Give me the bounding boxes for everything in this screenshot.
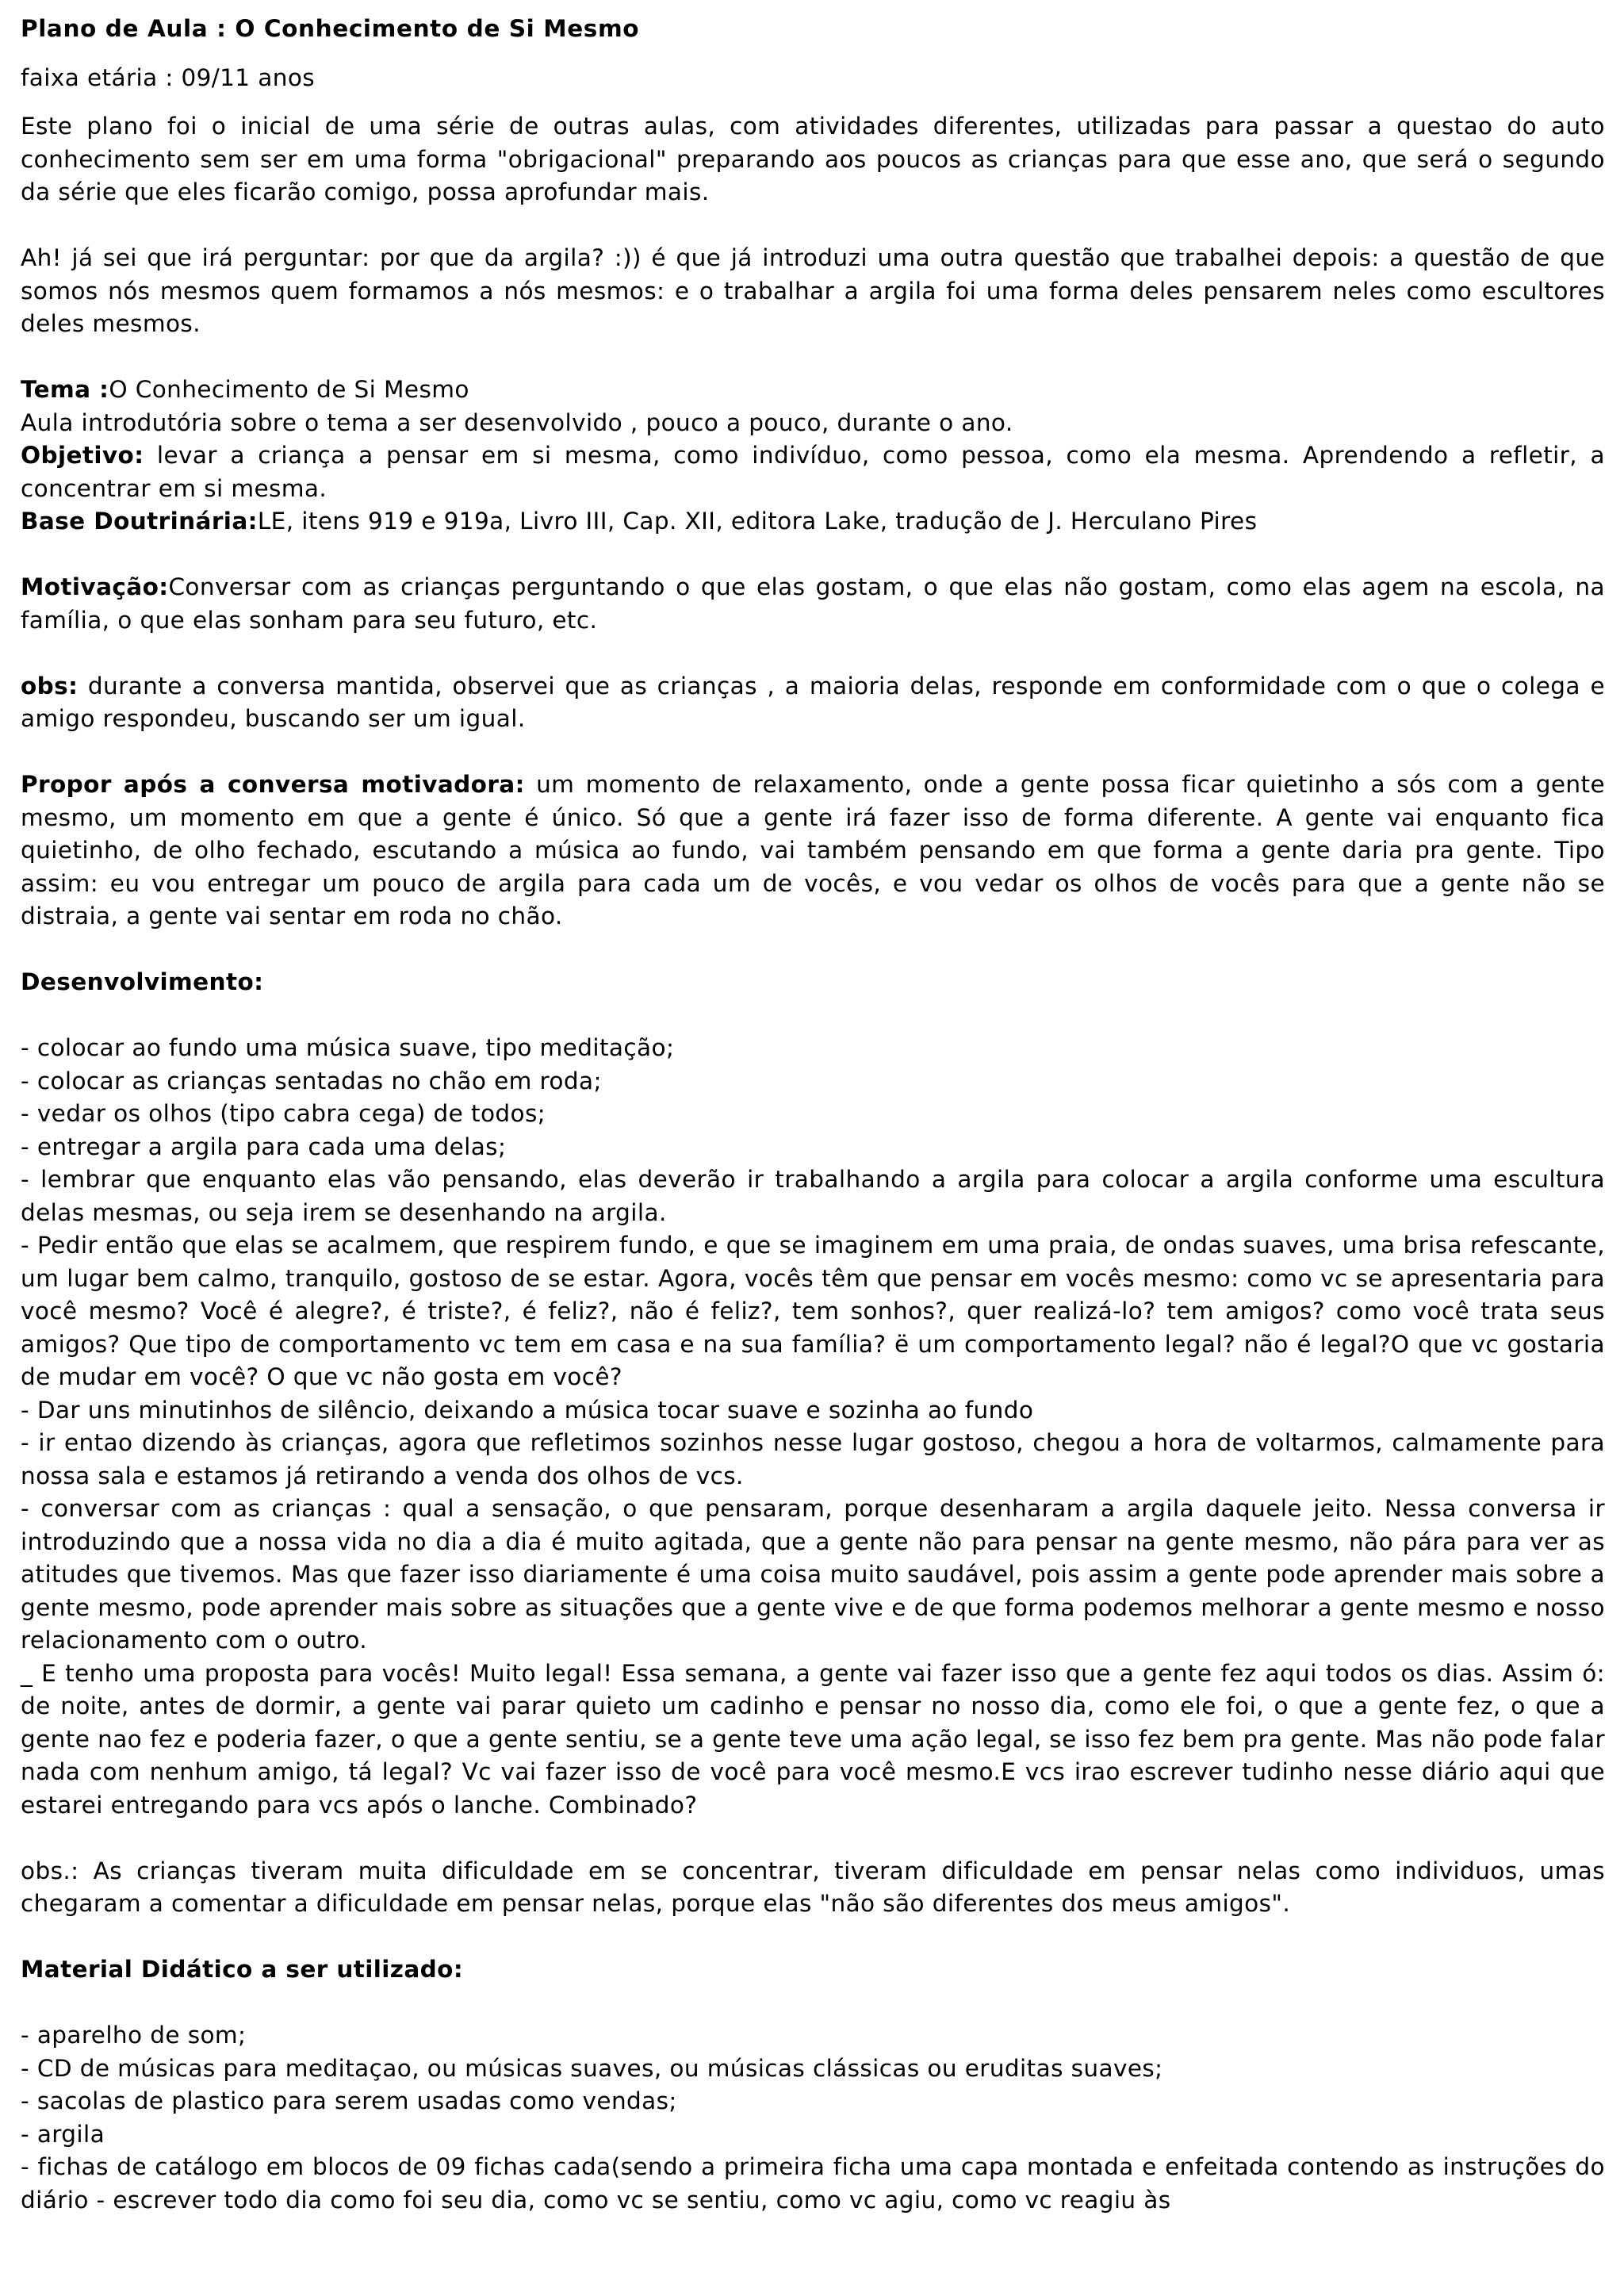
motivacao-label: Motivação: [21, 573, 169, 600]
tema-line [21, 374, 1605, 407]
material-heading [21, 1953, 1605, 1987]
list-item: - colocar ao fundo uma música suave, tipo meditação; [21, 1034, 675, 1061]
motivacao-paragraph [21, 571, 1605, 637]
obs-paragraph [21, 670, 1605, 736]
intro-paragraph: Este plano foi o inicial de uma série de outras aulas, com atividades diferentes, utilizadas para passar a questao do auto conhecimento sem ser em uma forma "obrigacional" preparando aos poucos as crianças para que esse ano, que será o segundo da série que eles ficarão comigo, possa aprofundar mais. [21, 113, 1605, 205]
objetivo-line [21, 439, 1605, 505]
list-item: - conversar com as crianças : qual a sensação, o que pensaram, porque desenharam a argila daquele jeito. Nessa conversa ir introduzindo que a nossa vida no dia a dia é muito agitada, que a gente não para pensar na gente mesmo, não pára para ver as atitudes que tivemos. Mas que fazer isso diariamente é uma coisa muito saudável, pois assim a gente pode aprender mais sobre a gente mesmo, pode aprender mais sobre as situações que a gente vive e de que forma podemos melhorar a gente mesmo e nosso relacionamento com o outro. [21, 1495, 1605, 1654]
desenvolvimento-heading-text: Desenvolvimento: [21, 968, 264, 995]
clay-note-paragraph: Ah! já sei que irá perguntar: por que da argila? :)) é que já introduzi uma outra questão que trabalhei depois: a questão de que somos nós mesmos quem formamos a nós mesmos: e o trabalhar a argila foi uma forma deles pensarem neles como escultores deles mesmos. [21, 244, 1605, 337]
list-item: - CD de músicas para meditaçao, ou músicas suaves, ou músicas clássicas ou eruditas suaves; [21, 2054, 1163, 2082]
propor-value: um momento de relaxamento, onde a gente possa ficar quietinho a sós com a gente mesmo, um momento em que a gente é único. Só que a gente irá fazer isso de forma diferente. A gente vai enquanto fica quietinho, de olho fechado, escutando a música ao fundo, vai também pensando em que forma a gente daria pra gente. Tipo assim: eu vou entregar um pouco de argila para cada um de vocês, e vou vedar os olhos de vocês para que a gente não se distraia, a gente vai sentar em roda no chão. [21, 771, 1605, 930]
list-item: _ E tenho uma proposta para vocês! Muito legal! Essa semana, a gente vai fazer isso que a gente fez aqui todos os dias. Assim ó: de noite, antes de dormir, a gente vai parar quieto um cadinho e pensar no nosso dia, como ele foi, o que a gente fez, o que a gente nao fez e poderia fazer, o que a gente sentiu, se a gente teve uma ação legal, se isso fez bem pra gente. Mas não pode falar nada com nenhum amigo, tá legal? Vc vai fazer isso de você para você mesmo.E vcs irao escrever tudinho nesse diário aqui que estarei entregando para vcs após o lanche. Combinado? [21, 1659, 1605, 1819]
list-item: - fichas de catálogo em blocos de 09 fichas cada(sendo a primeira ficha uma capa montada e enfeitada contendo as instruções do diário - escrever todo dia como foi seu dia, como vc se sentiu, como vc agiu, como vc reagiu às [21, 2153, 1605, 2214]
list-item: - lembrar que enquanto elas vão pensando, elas deverão ir trabalhando a argila para colocar a argila conforme uma escultura delas mesmas, ou seja irem se desenhando na argila. [21, 1166, 1605, 1226]
obs-final-paragraph: obs.: As crianças tiveram muita dificuldade em se concentrar, tiveram dificuldade em pensar nelas como individuos, umas chegaram a comentar a dificuldade em pensar nelas, porque elas "não são diferentes dos meus amigos". [21, 1857, 1605, 1917]
list-item: - aparelho de som; [21, 2022, 247, 2049]
obs-value: durante a conversa mantida, observei que as crianças , a maioria delas, responde em conformidade com o que o colega e amigo respondeu, buscando ser um igual. [21, 672, 1605, 732]
list-item: - colocar as crianças sentadas no chão em roda; [21, 1067, 602, 1094]
list-item: - argila [21, 2120, 105, 2148]
propor-paragraph [21, 769, 1605, 933]
desenvolvimento-heading [21, 966, 1605, 999]
list-item: - Dar uns minutinhos de silêncio, deixando a música tocar suave e sozinha ao fundo [21, 1396, 1034, 1424]
list-item: - Pedir então que elas se acalmem, que respirem fundo, e que se imaginem em uma praia, de ondas suaves, uma brisa refescante, um lugar bem calmo, tranquilo, gostoso de se estar. Agora, vocês têm que pensar em vocês mesmo: como vc se apresentaria para você mesmo? Você é alegre?, é triste?, é feliz?, não é feliz?, tem sonhos?, quer realizá-lo? tem amigos? como você trata seus amigos? Que tipo de comportamento vc tem em casa e na sua família? ë um comportamento legal? não é legal?O que vc gostaria de mudar em você? O que vc não gosta em você? [21, 1232, 1605, 1390]
objetivo-label: Objetivo: [21, 442, 144, 469]
document-title: Plano de Aula : O Conhecimento de Si Mesmo [21, 15, 640, 42]
list-item: - sacolas de plastico para serem usadas como vendas; [21, 2087, 677, 2114]
list-item: - ir entao dizendo às crianças, agora que refletimos sozinhos nesse lugar gostoso, chegou a hora de voltarmos, calmamente para nossa sala e estamos já retirando a venda dos olhos de vcs. [21, 1429, 1605, 1489]
base-line [21, 505, 1605, 539]
age-range: faixa etária : 09/11 anos [21, 63, 316, 91]
tema-label: Tema : [21, 376, 109, 403]
tema-value: O Conhecimento de Si Mesmo [109, 376, 469, 403]
base-value: LE, itens 919 e 919a, Livro III, Cap. XII, editora Lake, tradução de J. Herculano Pires [257, 508, 1258, 535]
motivacao-value: Conversar com as crianças perguntando o que elas gostam, o que elas não gostam, como elas agem na escola, na família, o que elas sonham para seu futuro, etc. [21, 573, 1605, 634]
list-item: - entregar a argila para cada uma delas; [21, 1133, 507, 1160]
propor-label: Propor após a conversa motivadora: [21, 771, 525, 798]
document-page [21, 13, 1605, 2217]
objetivo-value: levar a criança a pensar em si mesma, como indivíduo, como pessoa, como ela mesma. Aprendendo a refletir, a concentrar em si mesma. [21, 442, 1605, 502]
obs-label: obs: [21, 672, 79, 700]
material-heading-text: Material Didático a ser utilizado: [21, 1956, 464, 1983]
intro-class-line: Aula introdutória sobre o tema a ser desenvolvido , pouco a pouco, durante o ano. [21, 408, 1013, 436]
base-label: Base Doutrinária: [21, 508, 258, 535]
list-item: - vedar os olhos (tipo cabra cega) de todos; [21, 1100, 546, 1127]
